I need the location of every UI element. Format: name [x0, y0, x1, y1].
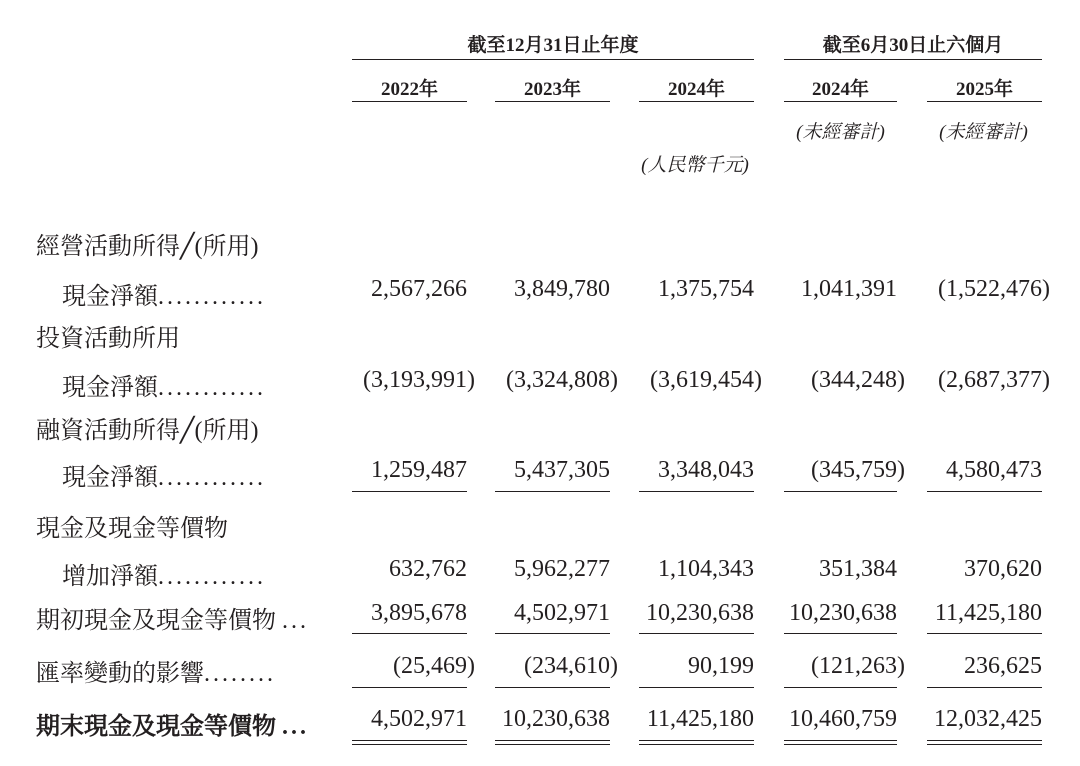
group-rule-half [784, 59, 1042, 60]
total-double-rule [639, 740, 754, 745]
subtotal-rule [784, 687, 897, 688]
year-header-2022: 2022年 [380, 79, 438, 100]
row-label-fx: 匯率變動的影響........ [36, 661, 276, 687]
value-cell: 1,259,487 [371, 457, 467, 483]
group-header-half: 截至6月30日止六個月 [822, 35, 1004, 56]
total-double-rule [927, 740, 1042, 745]
unaudited-note: (未經審計) [939, 122, 1028, 143]
row-sublabel: 現金淨額............ [62, 284, 266, 310]
value-cell: 5,962,277 [514, 556, 610, 582]
subtotal-rule [352, 687, 467, 688]
subtotal-rule [784, 491, 897, 492]
row-sublabel: 增加淨額............ [62, 564, 266, 590]
year-rule [784, 101, 897, 102]
subtotal-rule [784, 633, 897, 634]
value-cell: 90,199 [688, 653, 754, 679]
value-cell: (121,263) [811, 653, 905, 679]
currency-note: (人民幣千元) [641, 155, 749, 176]
value-cell: (3,324,808) [506, 367, 618, 393]
value-cell: (3,193,991) [363, 367, 475, 393]
subtotal-rule [495, 491, 610, 492]
row-label-operating: 經營活動所得╱(所用) [36, 234, 259, 260]
value-cell: 1,104,343 [658, 556, 754, 582]
year-rule [352, 101, 467, 102]
year-header-2025-h1: 2025年 [955, 79, 1013, 100]
value-cell: 632,762 [389, 556, 467, 582]
value-cell: 1,041,391 [801, 276, 897, 302]
subtotal-rule [495, 687, 610, 688]
year-rule [639, 101, 754, 102]
row-label-opening: 期初現金及現金等價物 ... [36, 608, 309, 634]
value-cell: 11,425,180 [934, 600, 1042, 626]
value-cell: 1,375,754 [658, 276, 754, 302]
group-header-year: 截至12月31日止年度 [467, 35, 639, 56]
value-cell: 4,580,473 [946, 457, 1042, 483]
value-cell: (344,248) [811, 367, 905, 393]
value-cell: (2,687,377) [938, 367, 1050, 393]
subtotal-rule [927, 491, 1042, 492]
value-cell: 351,384 [819, 556, 897, 582]
year-rule [927, 101, 1042, 102]
year-header-2024-h1: 2024年 [811, 79, 869, 100]
year-header-2023: 2023年 [523, 79, 581, 100]
value-cell: 10,460,759 [789, 706, 897, 732]
total-double-rule [352, 740, 467, 745]
value-cell: (345,759) [811, 457, 905, 483]
subtotal-rule [927, 687, 1042, 688]
value-cell: 11,425,180 [646, 706, 754, 732]
value-cell: 4,502,971 [514, 600, 610, 626]
row-label-net-increase: 現金及現金等價物 [36, 516, 228, 542]
value-cell: 5,437,305 [514, 457, 610, 483]
value-cell: 10,230,638 [502, 706, 610, 732]
unaudited-note: (未經審計) [796, 122, 885, 143]
value-cell: 10,230,638 [789, 600, 897, 626]
value-cell: 3,348,043 [658, 457, 754, 483]
row-label-investing: 投資活動所用 [36, 326, 180, 352]
total-double-rule [784, 740, 897, 745]
year-rule [495, 101, 610, 102]
row-label-closing: 期末現金及現金等價物 ... [36, 714, 309, 740]
subtotal-rule [639, 687, 754, 688]
total-double-rule [495, 740, 610, 745]
value-cell: 3,895,678 [371, 600, 467, 626]
value-cell: 4,502,971 [371, 706, 467, 732]
value-cell: 10,230,638 [646, 600, 754, 626]
subtotal-rule [352, 633, 467, 634]
value-cell: 12,032,425 [934, 706, 1042, 732]
group-rule-year [352, 59, 754, 60]
subtotal-rule [639, 633, 754, 634]
subtotal-rule [639, 491, 754, 492]
value-cell: (25,469) [393, 653, 475, 679]
subtotal-rule [495, 633, 610, 634]
row-sublabel: 現金淨額............ [62, 375, 266, 401]
value-cell: 370,620 [964, 556, 1042, 582]
subtotal-rule [927, 633, 1042, 634]
subtotal-rule [352, 491, 467, 492]
value-cell: 2,567,266 [371, 276, 467, 302]
value-cell: 3,849,780 [514, 276, 610, 302]
value-cell: (3,619,454) [650, 367, 762, 393]
row-sublabel: 現金淨額............ [62, 465, 266, 491]
value-cell: (1,522,476) [938, 276, 1050, 302]
value-cell: 236,625 [964, 653, 1042, 679]
value-cell: (234,610) [524, 653, 618, 679]
year-header-2024: 2024年 [667, 79, 725, 100]
row-label-financing: 融資活動所得╱(所用) [36, 418, 259, 444]
